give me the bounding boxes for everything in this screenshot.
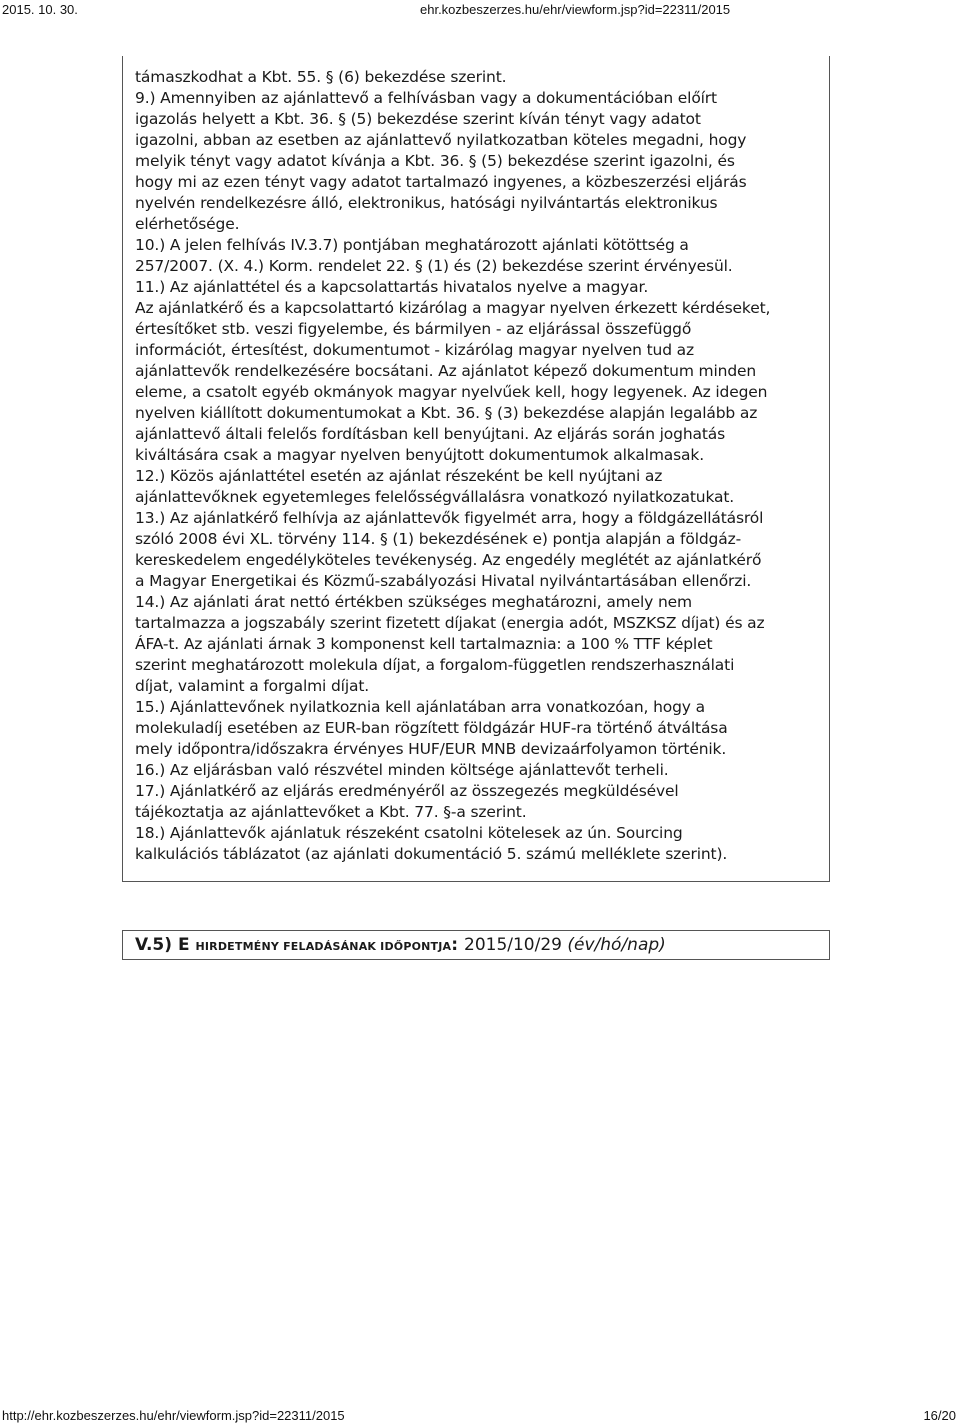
page-url-footer: http://ehr.kozbeszerzes.hu/ehr/viewform.jsp?id=22311/2015 xyxy=(2,1408,345,1423)
text-line: kiváltására csak a magyar nyelven benyújtott dokumentumok alkalmasak. xyxy=(135,446,705,464)
text-line: hogy mi az ezen tényt vagy adatot tartalmazó ingyenes, a közbeszerzési eljárás xyxy=(135,173,747,191)
text-line: kereskedelem engedélyköteles tevékenység. Az engedély meglétét az ajánlatkérő xyxy=(135,551,762,569)
text-line: támaszkodhat a Kbt. 55. § (6) bekezdése szerint. xyxy=(135,68,507,86)
page-url-header: ehr.kozbeszerzes.hu/ehr/viewform.jsp?id=22311/2015 xyxy=(420,2,731,17)
text-line: 16.) Az eljárásban való részvétel minden költsége ajánlattevőt terheli. xyxy=(135,761,669,779)
text-line: tartalmazza a jogszabály szerint fizetett díjakat (energia adót, MSZKSZ díjat) és az xyxy=(135,614,765,632)
text-line: díjat, valamint a forgalmi díjat. xyxy=(135,677,370,695)
text-line: melyik tényt vagy adatot kívánja a Kbt. 36. § (5) bekezdése szerint igazolni, és xyxy=(135,152,735,170)
text-line: tájékoztatja az ajánlattevőket a Kbt. 77. §-a szerint. xyxy=(135,803,527,821)
section-title: HIRDETMÉNY FELADÁSÁNAK IDŐPONTJA xyxy=(195,940,452,953)
text-line: értesítőket stb. veszi figyelembe, és bármilyen - az eljárással összefüggő xyxy=(135,320,692,338)
section-date-value: 2015/10/29 xyxy=(464,935,568,955)
notice-text-box xyxy=(122,56,830,882)
text-line: 12.) Közös ajánlattétel esetén az ajánlat részeként be kell nyújtani az xyxy=(135,467,663,485)
text-line: 17.) Ajánlatkérő az eljárás eredményéről az összegezés megküldésével xyxy=(135,782,679,800)
text-line: igazolni, abban az esetben az ajánlattevő nyilatkozatban köteles megadni, hogy xyxy=(135,131,747,149)
text-line: ajánlattevőknek egyetemleges felelősségvállalásra vonatkozó nyilatkozatukat. xyxy=(135,488,735,506)
page-number: 16/20 xyxy=(923,1408,956,1423)
text-line: igazolás helyett a Kbt. 36. § (5) bekezdése szerint kíván tényt vagy adatot xyxy=(135,110,701,128)
text-line: 11.) Az ajánlattétel és a kapcsolattartás hivatalos nyelve a magyar. xyxy=(135,278,649,296)
text-line: eleme, a csatolt egyéb okmányok magyar nyelvűek kell, hogy legyenek. Az idegen xyxy=(135,383,768,401)
section-title-initial: E xyxy=(177,935,196,955)
text-line: 14.) Az ajánlati árat nettó értékben szükséges meghatározni, amely nem xyxy=(135,593,692,611)
text-line: Az ajánlatkérő és a kapcsolattartó kizárólag a magyar nyelven érkezett kérdéseket, xyxy=(135,299,771,317)
section-colon: : xyxy=(451,935,464,955)
text-line: szóló 2008 évi XL. törvény 114. § (1) bekezdésének e) pontja alapján a földgáz- xyxy=(135,530,742,548)
text-line: információt, értesítést, dokumentumot - kizárólag magyar nyelven tud az xyxy=(135,341,695,359)
text-line: ajánlattevő általi felelős fordításban kell benyújtani. Az eljárás során joghatás xyxy=(135,425,726,443)
text-line: mely időpontra/időszakra érvényes HUF/EUR MNB devizaárfolyamon történik. xyxy=(135,740,727,758)
text-line: nyelvén rendelkezésre álló, elektronikus, hatósági nyilvántartás elektronikus xyxy=(135,194,718,212)
text-line: 9.) Amennyiben az ajánlattevő a felhívásban vagy a dokumentációban előírt xyxy=(135,89,717,107)
text-line: elérhetősége. xyxy=(135,215,240,233)
text-line: 10.) A jelen felhívás IV.3.7) pontjában meghatározott ajánlati kötöttség a xyxy=(135,236,689,254)
print-header xyxy=(0,0,960,20)
print-footer xyxy=(0,1406,960,1426)
text-line: 257/2007. (X. 4.) Korm. rendelet 22. § (1) és (2) bekezdése szerint érvényesül. xyxy=(135,257,733,275)
text-line: a Magyar Energetikai és Közmű-szabályozási Hivatal nyilvántartásában ellenőrzi. xyxy=(135,572,752,590)
text-line: szerint meghatározott molekula díjat, a forgalom-független rendszerhasználati xyxy=(135,656,735,674)
text-line: 13.) Az ajánlatkérő felhívja az ajánlattevők figyelmét arra, hogy a földgázellátásról xyxy=(135,509,764,527)
text-line: ÁFA-t. Az ajánlati árnak 3 komponenst kell tartalmaznia: a 100 % TTF képlet xyxy=(135,635,713,653)
print-date: 2015. 10. 30. xyxy=(2,2,78,17)
text-line: 18.) Ajánlattevők ajánlatuk részeként csatolni kötelesek az ún. Sourcing xyxy=(135,824,683,842)
section-v5-header xyxy=(122,930,830,960)
text-line: ajánlattevők rendelkezésére bocsátani. Az ajánlatot képező dokumentum minden xyxy=(135,362,757,380)
section-date-unit: (év/hó/nap) xyxy=(567,935,666,955)
text-line: molekuladíj esetében az EUR-ban rögzített földgázár HUF-ra történő átváltása xyxy=(135,719,728,737)
text-line: 15.) Ajánlattevőnek nyilatkoznia kell ajánlatában arra vonatkozóan, hogy a xyxy=(135,698,705,716)
section-number: V.5) xyxy=(135,935,178,955)
text-line: kalkulációs táblázatot (az ajánlati dokumentáció 5. számú melléklete szerint). xyxy=(135,845,728,863)
text-line: nyelven kiállított dokumentumokat a Kbt. 36. § (3) bekezdése alapján legalább az xyxy=(135,404,758,422)
